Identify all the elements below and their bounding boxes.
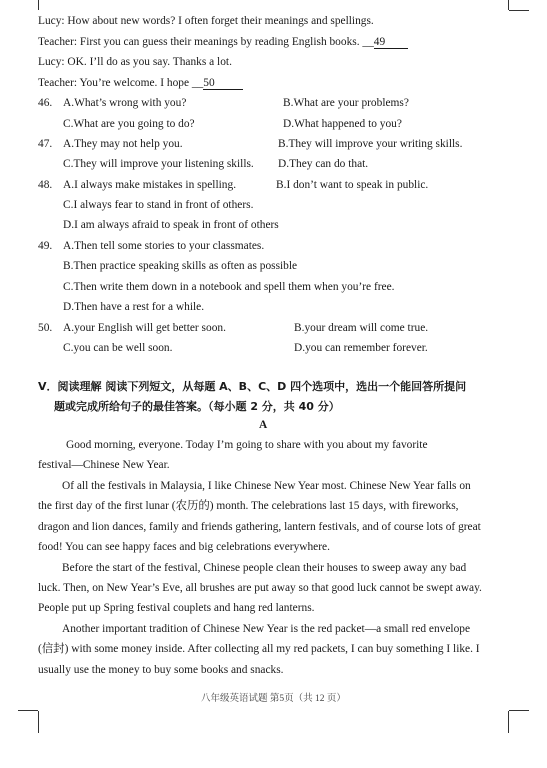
crop-mark-bottom-left-v bbox=[38, 711, 39, 733]
option: C.I always fear to stand in front of others. bbox=[63, 199, 254, 211]
section-heading: V．阅读理解 阅读下列短文，从每题 A、B、C、D 四个选项中，选出一个能回答所提问 bbox=[38, 380, 467, 393]
passage-line: usually use the money to buy some books and snacks. bbox=[38, 664, 284, 676]
dialogue-text: Teacher: You’re welcome. I hope __ bbox=[38, 77, 204, 89]
passage-line: People put up Spring festival couplets and hang red lanterns. bbox=[38, 602, 315, 614]
option: C.Then write them down in a notebook and spell them when you’re free. bbox=[63, 281, 395, 293]
question-number: 46. bbox=[38, 97, 53, 109]
crop-mark-bottom-left-h bbox=[18, 710, 38, 711]
option: D.They can do that. bbox=[278, 158, 369, 170]
option: A.your English will get better soon. bbox=[63, 322, 226, 334]
passage-line: Good morning, everyone. Today I’m going to share with you about my favorite bbox=[66, 439, 428, 451]
question-number: 48. bbox=[38, 179, 53, 191]
crop-mark-bottom-right-v bbox=[508, 711, 509, 733]
option: D.you can remember forever. bbox=[294, 342, 428, 354]
dialogue-line bbox=[38, 76, 243, 90]
option: A.They may not help you. bbox=[63, 138, 183, 150]
passage-line: food! You can see happy faces and big celebrations everywhere. bbox=[38, 541, 330, 553]
dialogue-line bbox=[38, 35, 408, 49]
question-number: 50. bbox=[38, 322, 53, 334]
option: B.your dream will come true. bbox=[294, 322, 429, 334]
option: D.I am always afraid to speak in front of others bbox=[63, 219, 279, 231]
answer-blank: 50 bbox=[203, 77, 243, 90]
question-number: 47. bbox=[38, 138, 53, 150]
passage-label: A bbox=[259, 419, 268, 431]
option: D.Then have a rest for a while. bbox=[63, 301, 205, 313]
option: A.Then tell some stories to your classmates. bbox=[63, 240, 265, 252]
option: D.What happened to you? bbox=[283, 118, 402, 130]
option: C.They will improve your listening skills. bbox=[63, 158, 254, 170]
passage-line: (信封) with some money inside. After collecting all my red packets, I can buy something I like. I bbox=[38, 643, 480, 655]
option: B.What are your problems? bbox=[283, 97, 409, 109]
dialogue-text: Teacher: First you can guess their meanings by reading English books. __ bbox=[38, 36, 374, 48]
passage-line: Of all the festivals in Malaysia, I like Chinese New Year most. Chinese New Year falls on bbox=[62, 480, 471, 492]
option: C.What are you going to do? bbox=[63, 118, 195, 130]
answer-blank: 49 bbox=[374, 36, 408, 49]
passage-line: Before the start of the festival, Chinese people clean their houses to sweep away any bad bbox=[62, 562, 467, 574]
option: A.I always make mistakes in spelling. bbox=[63, 179, 237, 191]
passage-line: dragon and lion dances, family and friends gathering, lantern festivals, and of course lots of great bbox=[38, 521, 481, 533]
passage-line: the first day of the first lunar (农历的) month. The celebrations last 15 days, with fireworks, bbox=[38, 500, 459, 512]
page-footer: 八年级英语试题 第5页（共 12 页） bbox=[201, 694, 346, 704]
option: A.What’s wrong with you? bbox=[63, 97, 187, 109]
option: B.I don’t want to speak in public. bbox=[276, 179, 429, 191]
section-heading-cont: 题或完成所给句子的最佳答案。（每小题 2 分，共 40 分） bbox=[54, 400, 340, 413]
passage-line: Another important tradition of Chinese New Year is the red packet—a small red envelope bbox=[62, 623, 471, 635]
crop-mark-bottom-right-h bbox=[509, 710, 529, 711]
option: B.They will improve your writing skills. bbox=[278, 138, 463, 150]
passage-line: luck. Then, on New Year’s Eve, all brushes are put away so that good luck cannot be swept away. bbox=[38, 582, 482, 594]
passage-line: festival—Chinese New Year. bbox=[38, 459, 170, 471]
question-number: 49. bbox=[38, 240, 53, 252]
crop-mark-top-left-v bbox=[38, 0, 39, 10]
dialogue-line: Lucy: OK. I’ll do as you say. Thanks a lot. bbox=[38, 56, 232, 68]
option: B.Then practice speaking skills as often as possible bbox=[63, 260, 298, 272]
dialogue-line: Lucy: How about new words? I often forget their meanings and spellings. bbox=[38, 15, 374, 27]
crop-mark-top-right-v bbox=[508, 0, 509, 10]
option: C.you can be well soon. bbox=[63, 342, 173, 354]
crop-mark-top-right-h bbox=[509, 10, 529, 11]
